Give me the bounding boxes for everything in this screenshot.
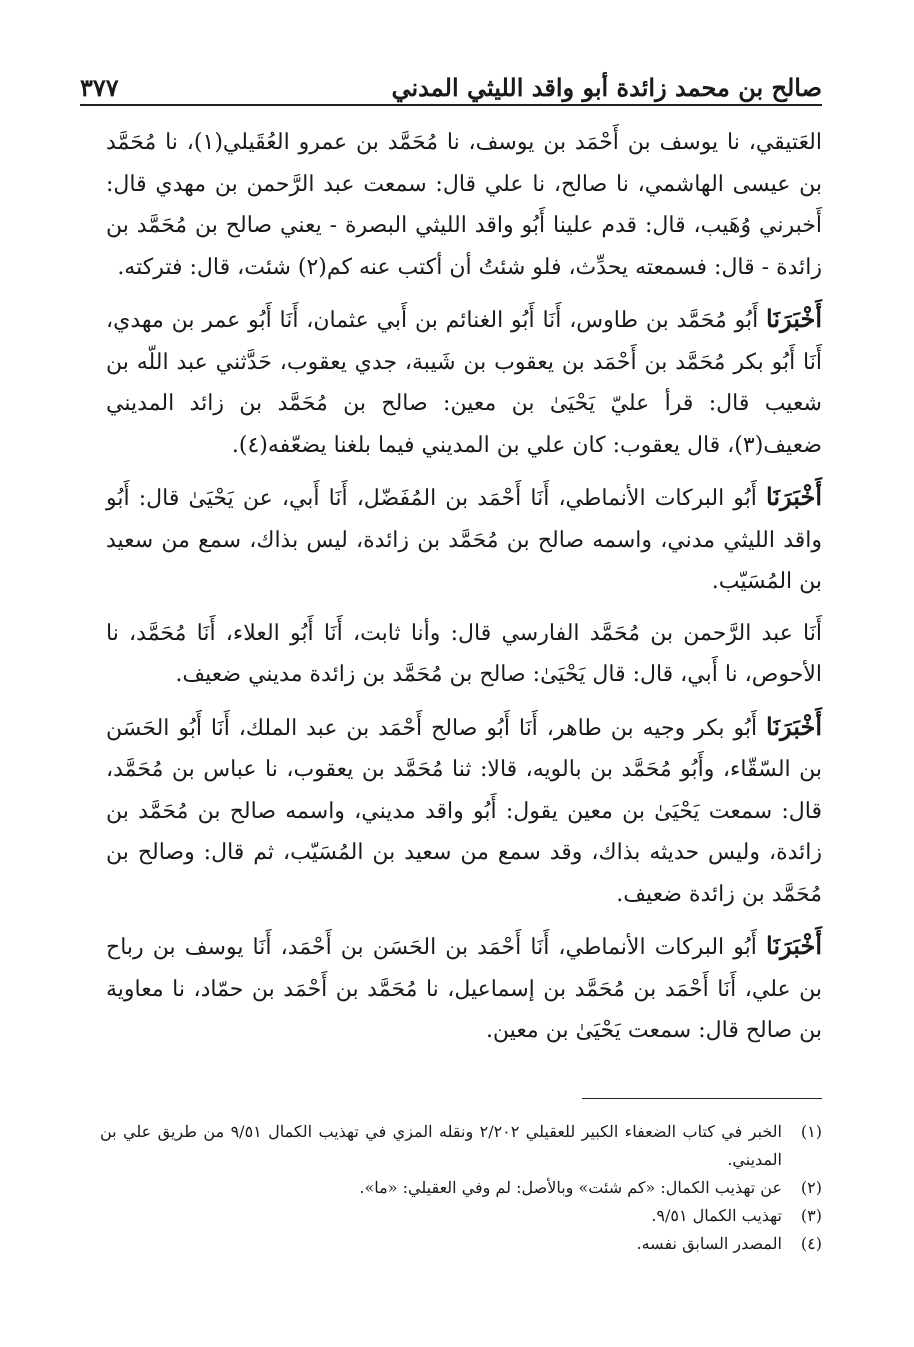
paragraph-4: أَنَا عبد الرَّحمن بن مُحَمَّد الفارسي قال: وأنا ثابت، أَنَا أَبُو العلاء، أَنَا مُحَمَّد، نا الأحوص، نا أَبي، قال: قال يَحْيَىٰ: صالح بن مُحَمَّد بن زائدة مديني ضعيف.	[106, 620, 822, 687]
footnote-4: (٤) المصدر السابق نفسه.	[636, 1234, 822, 1253]
paragraph-6: أَخْبَرَنَا أَبُو البركات الأنماطي، أَنَا أَحْمَد بن الحَسَن بن أَحْمَد، أَنَا يوسف بن رباح بن علي، أَنَا أَحْمَد بن مُحَمَّد بن إسماعيل، نا مُحَمَّد بن أَحْمَد بن حمّاد، نا معاوية بن صالح قال: سمعت يَحْيَىٰ بن معين.	[106, 931, 822, 1043]
paragraph-lead: أَخْبَرَنَا	[766, 482, 822, 511]
footnote-divider	[582, 1098, 822, 1099]
footnote-1: (١) الخبر في كتاب الضعفاء الكبير للعقيلي ٢/٢٠٢ ونقله المزي في تهذيب الكمال ٩/٥١ من طريق علي بن المديني.	[100, 1122, 822, 1169]
footnote-2: (٢) عن تهذيب الكمال: «كم شئت» وبالأصل: لم وفي العقيلي: «ما».	[359, 1178, 822, 1197]
main-text	[106, 122, 822, 1062]
header-title: صالح بن محمد زائدة أبو واقد الليثي المدني	[391, 73, 822, 102]
header-divider	[80, 104, 822, 106]
paragraph-lead: أَخْبَرَنَا	[766, 931, 822, 960]
running-header	[80, 62, 822, 102]
paragraph-1: العَتيقي، نا يوسف بن أَحْمَد بن يوسف، نا مُحَمَّد بن عمرو العُقَيلي(١)، نا مُحَمَّد بن عيسى الهاشمي، نا صالح، نا علي قال: سمعت عبد الرَّحمن بن مهدي قال: أَخبرني وُهَيب، قال: قدم علينا أَبُو واقد الليثي البصرة - يعني صالح بن مُحَمَّد بن زائدة - قال: فسمعته يحدِّث، فلو شئتُ أن أكتب عنه كم(٢) شئت، قال: فتركته.	[106, 130, 822, 280]
paragraph-lead: أَخْبَرَنَا	[766, 304, 822, 333]
footnotes	[100, 1118, 822, 1258]
page-number: ٣٧٧	[80, 73, 119, 102]
paragraph-lead: أَخْبَرَنَا	[766, 711, 822, 741]
paragraph-5: أَخْبَرَنَا أَبُو بكر وجيه بن طاهر، أَنَا أَبُو صالح أَحْمَد بن عبد الملك، أَنَا أَبُو الحَسَن بن السّقّاء، وأَبُو مُحَمَّد بن بالويه، قالا: ثنا مُحَمَّد بن يعقوب، نا عباس بن مُحَمَّد، قال: سمعت يَحْيَىٰ بن معين يقول: أَبُو واقد مديني، واسمه صالح بن مُحَمَّد بن زائدة، وليس حديثه بذاك، وقد سمع من سعيد بن المُسَيّب، ثم قال: وصالح بن مُحَمَّد بن زائدة ضعيف.	[106, 711, 822, 907]
paragraph-2: أَخْبَرَنَا أَبُو مُحَمَّد بن طاوس، أَنَا أَبُو الغنائم بن أَبي عثمان، أَنَا أَبُو عمر بن مهدي، أَنَا أَبُو بكر مُحَمَّد بن أَحْمَد بن يعقوب بن شَيبة، جدي يعقوب، حَدَّثني عبد اللّه بن شعيب قال: قرأ عليّ يَحْيَىٰ بن معين: صالح بن مُحَمَّد بن زائد المديني ضعيف(٣)، قال يعقوب: كان علي بن المديني فيما بلغنا يضعّفه(٤).	[106, 304, 823, 458]
paragraph-3: أَخْبَرَنَا أَبُو البركات الأنماطي، أَنَا أَحْمَد بن المُفَضّل، أَنَا أَبي، عن يَحْيَىٰ قال: أَبُو واقد الليثي مدني، واسمه صالح بن مُحَمَّد بن زائدة، ليس بذاك، سمع من سعيد بن المُسَيّب.	[106, 482, 822, 594]
footnote-3: (٣) تهذيب الكمال ٩/٥١.	[651, 1206, 822, 1225]
